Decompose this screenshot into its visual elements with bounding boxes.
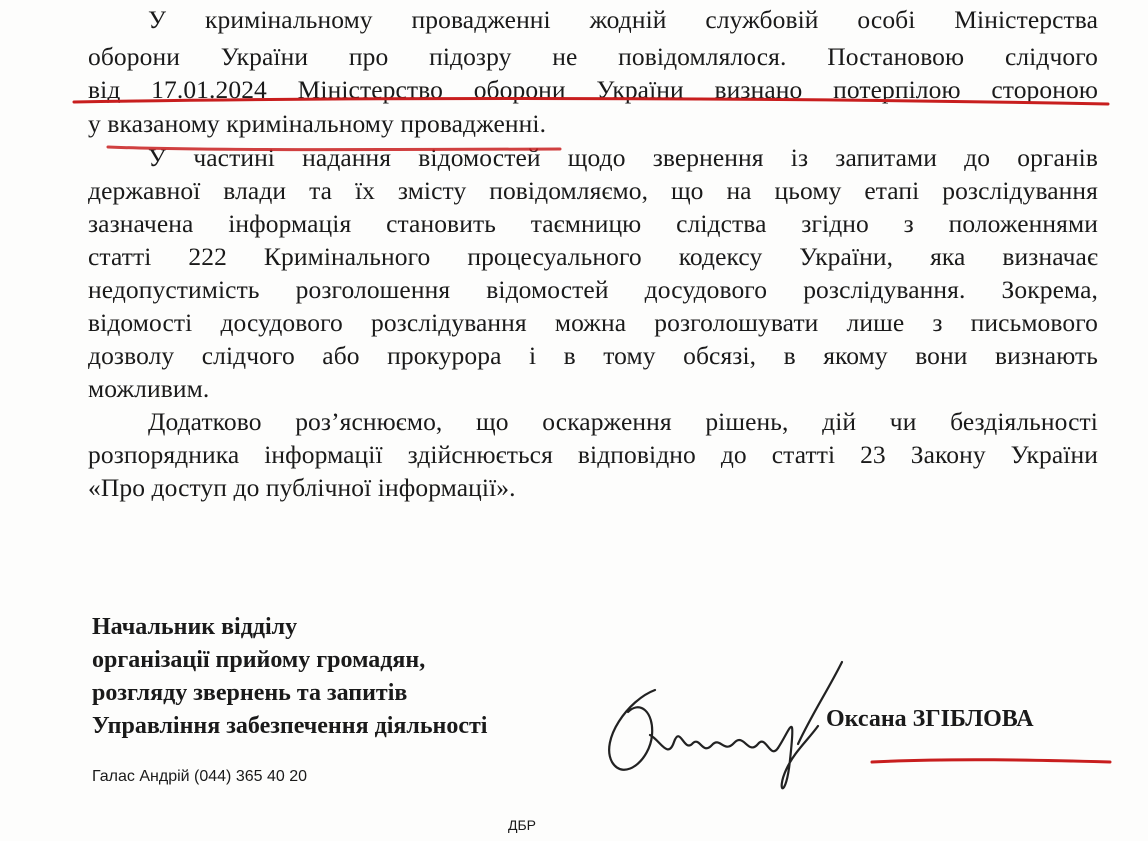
paragraph-2-line-7: дозволу слідчого або прокурора і в тому обсязі, в якому вони визнають [88,341,1098,370]
signer-position-line-3: розгляду звернень та запитів [92,680,408,706]
paragraph-2-line-6: відомості досудового розслідування можна розголошувати лише з письмового [88,308,1098,337]
signer-position-line-2: організації прийому громадян, [92,647,426,673]
paragraph-1-line-1: У кримінальному провадженні жодній службовій особі Міністерства [148,5,1098,34]
paragraph-2-line-1: У частині надання відомостей щодо звернення із запитами до органів [148,143,1098,172]
signer-name: Оксана ЗГІБЛОВА [826,706,1034,732]
paragraph-1-line-4: у вказаному кримінальному провадженні. [88,109,547,138]
paragraph-2-line-3: зазначена інформація становить таємницю слідства згідно з положеннями [88,209,1098,238]
red-underline-3 [872,760,1110,762]
paragraph-3-line-2: розпорядника інформації здійснюється відповідно до статті 23 Закону України [88,440,1098,469]
executor-contact: Галас Андрій (044) 365 40 20 [92,768,307,785]
footer-mark: ДБР [508,817,537,833]
paragraph-3-line-1: Додатково роз’яснюємо, що оскарження рішень, дій чи бездіяльності [148,407,1098,436]
paragraph-1-line-3: від 17.01.2024 Міністерство оборони України визнано потерпілою стороною [88,75,1098,104]
paragraph-1-line-2: оборони України про підозру не повідомлялося. Постановою слідчого [88,42,1098,71]
paragraph-2-line-5: недопустимість розголошення відомостей досудового розслідування. Зокрема, [88,275,1098,304]
paragraph-2-line-2: державної влади та їх змісту повідомляємо, що на цьому етапі розслідування [88,176,1098,205]
paragraph-2-line-4: статті 222 Кримінального процесуального кодексу України, яка визначає [88,242,1098,271]
handwritten-signature [609,662,842,788]
paragraph-2-line-8: можливим. [88,374,210,403]
signer-position-line-1: Начальник відділу [92,614,298,640]
signer-position-line-4: Управління забезпечення діяльності [92,713,488,739]
paragraph-3-line-3: «Про доступ до публічної інформації». [88,473,516,502]
